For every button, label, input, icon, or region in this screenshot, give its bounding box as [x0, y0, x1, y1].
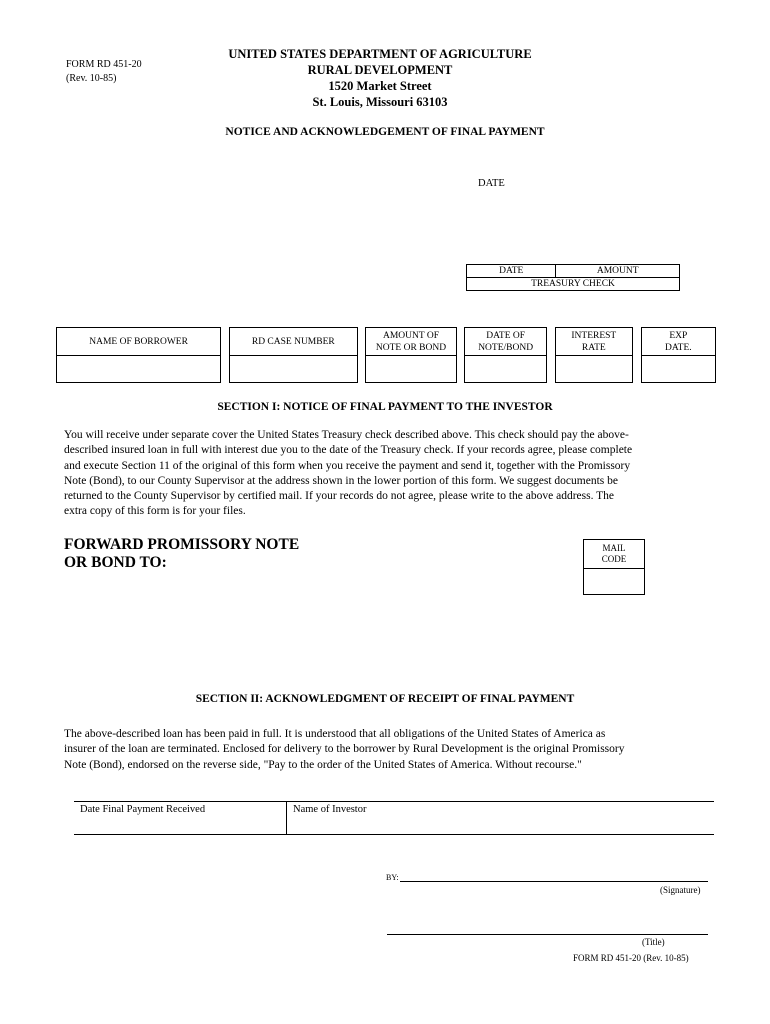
- loan-info-table: [56, 327, 716, 383]
- case-number-field[interactable]: [229, 356, 357, 383]
- section2-title: SECTION II: ACKNOWLEDGMENT OF RECEIPT OF FINAL PAYMENT: [195, 693, 575, 705]
- note-date-field[interactable]: [465, 356, 547, 383]
- agency-division: RURAL DEVELOPMENT: [307, 63, 453, 77]
- exp-date-field[interactable]: [641, 356, 715, 383]
- form-revision: (Rev. 10-85): [66, 73, 117, 84]
- form-title: NOTICE AND ACKNOWLEDGEMENT OF FINAL PAYMENT: [225, 126, 545, 138]
- form-number: FORM RD 451-20: [66, 59, 142, 70]
- by-label: BY:: [386, 873, 399, 882]
- mail-code-label: MAIL CODE: [584, 540, 645, 569]
- agency-street: 1520 Market Street: [328, 79, 432, 93]
- date-label: DATE: [478, 178, 505, 189]
- date-received-label: Date Final Payment Received: [80, 804, 206, 815]
- borrower-name-field[interactable]: [57, 356, 221, 383]
- title-line[interactable]: [387, 924, 708, 935]
- section1-body: You will receive under separate cover the United States Treasury check described above. This check should pay the above- described insured loan in full with interest due you to the date of the Treasury check. If your records agree, please complete and execute Section 11 of the original of this form when you receive the payment and send it, together with the Promissory Note (Bond), to our County Supervisor at the address shown in the lower portion of this form. We suggest documents be returned to the County Supervisor by certified mail. If your records do not agree, please write to the above address. The extra copy of this form is for your files.: [64, 429, 633, 518]
- agency-header: [180, 46, 580, 110]
- amount-field[interactable]: [366, 356, 456, 383]
- signature-caption: (Signature): [660, 885, 701, 895]
- mail-code-box: [583, 539, 645, 595]
- signature-line[interactable]: [400, 871, 708, 882]
- amount-header: AMOUNT OF NOTE OR BOND: [366, 328, 456, 356]
- treasury-check-caption: TREASURY CHECK: [467, 278, 680, 291]
- note-date-header: DATE OF NOTE/BOND: [465, 328, 547, 356]
- check-amount-header: AMOUNT: [556, 265, 680, 278]
- acknowledgment-table: [74, 801, 714, 835]
- investor-name-label: Name of Investor: [293, 804, 367, 815]
- section1-title: SECTION I: NOTICE OF FINAL PAYMENT TO THE INVESTOR: [217, 401, 553, 413]
- interest-rate-header: INTEREST RATE: [555, 328, 632, 356]
- form-id: [66, 58, 142, 86]
- agency-city: St. Louis, Missouri 63103: [312, 95, 448, 109]
- title-caption: (Title): [642, 937, 665, 947]
- mail-code-field[interactable]: [584, 569, 645, 595]
- footer-form-id: FORM RD 451-20 (Rev. 10-85): [573, 953, 689, 963]
- borrower-name-header: NAME OF BORROWER: [57, 328, 221, 356]
- forward-to-heading: FORWARD PROMISSORY NOTE OR BOND TO:: [64, 536, 300, 571]
- case-number-header: RD CASE NUMBER: [229, 328, 357, 356]
- treasury-check-table: [466, 264, 680, 291]
- interest-rate-field[interactable]: [555, 356, 632, 383]
- check-date-header: DATE: [467, 265, 556, 278]
- agency-name: UNITED STATES DEPARTMENT OF AGRICULTURE: [228, 47, 532, 61]
- investor-name-field[interactable]: [287, 802, 715, 835]
- section2-body: The above-described loan has been paid in full. It is understood that all obligations of the United States of America as insurer of the loan are terminated. Enclosed for delivery to the borrower by Rural Development is the original Promissory Note (Bond), endorsed on the reverse side, "Pay to the order of the United States of America. Without recourse.": [64, 728, 625, 771]
- exp-date-header: EXP DATE.: [641, 328, 715, 356]
- date-received-field[interactable]: [74, 802, 287, 835]
